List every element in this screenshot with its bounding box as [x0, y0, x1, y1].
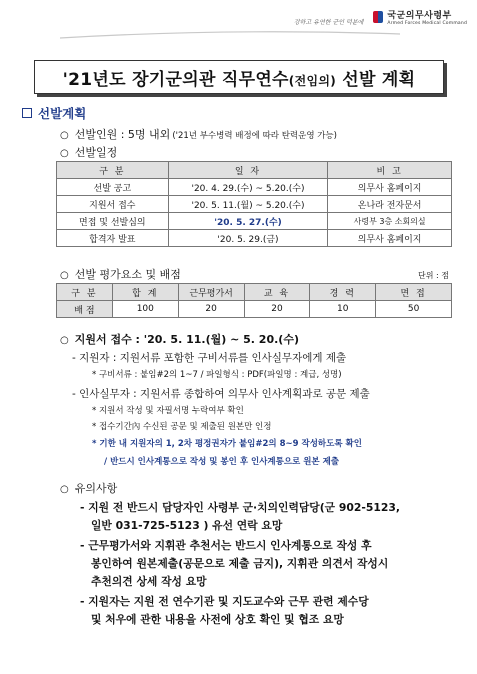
org-logo — [294, 8, 467, 26]
logo-slogan: 강하고 유연한 군인 덕분에 — [293, 18, 364, 26]
evaluation-heading: ○ 선발 평가요소 및 배점 — [60, 268, 181, 281]
section-header — [22, 104, 86, 122]
schedule-heading: ○ 선발일정 — [60, 146, 118, 159]
caution-line: - 지원 전 반드시 담당자인 사령부 군·치의인력담당(군 902-5123, — [80, 501, 401, 514]
cautions-heading: ○ 유의사항 — [60, 482, 118, 495]
applicant-line: - 지원자 : 지원서류 포함한 구비서류를 인사실무자에게 제출 — [72, 352, 347, 364]
table-row: 선발 공고 '20. 4. 29.(수) ~ 5.20.(수) 의무사 홈페이지 — [57, 179, 452, 196]
hr-note: * 지원서 작성 및 자필서명 누락여부 확인 — [92, 406, 244, 416]
hr-note: * 접수기간內 수신된 공문 및 제출된 원본만 인정 — [92, 422, 272, 432]
circle-bullet-icon: ○ — [60, 270, 69, 281]
org-name-en: Armed Forces Medical Command — [387, 21, 467, 26]
table-header-row: 구 분 일 자 비 고 — [57, 162, 452, 179]
unit-label: 단위 : 점 — [418, 271, 449, 280]
applicant-note: * 구비서류 : 붙임#2의 1~7 / 파일형식 : PDF(파일명 : 계급, 성명) — [92, 370, 342, 380]
circle-bullet-icon: ○ — [60, 130, 69, 141]
page-title: '21년도 장기군의관 직무연수(전임의) 선발 계획 — [62, 69, 416, 90]
table-row: 배 점 100 20 20 10 50 — [57, 301, 452, 318]
application-heading: ○ 지원서 접수 : '20. 5. 11.(월) ~ 5. 20.(수) — [60, 333, 299, 346]
table-row: 지원서 접수 '20. 5. 11.(월) ~ 5.20.(수) 온나라 전자문서 — [57, 196, 452, 213]
section-title: 선발계획 — [38, 106, 87, 121]
page-header — [0, 0, 477, 52]
circle-bullet-icon: ○ — [60, 484, 69, 495]
caution-line: 일반 031-725-5123 ) 유선 연락 요망 — [91, 519, 283, 532]
recruit-count: ○ 선발인원 : 5명 내외 ('21년 부수병력 배정에 따라 탄력운영 가능) — [60, 128, 337, 141]
caution-line: 및 처우에 관한 내용을 사전에 상호 확인 및 협조 요망 — [91, 613, 344, 626]
table-row: 면접 및 선발심의 '20. 5. 27.(수) 사령부 3층 소회의실 — [57, 213, 452, 230]
emblem-icon — [373, 11, 383, 23]
evaluation-table — [56, 283, 452, 318]
title-box — [34, 60, 444, 94]
org-name-kr: 국군의무사령부 — [387, 11, 452, 21]
hr-note-highlight: * 기한 내 지원자의 1, 2차 평정권자가 붙임#2의 8~9 작성하도록 확인 — [92, 439, 362, 449]
caution-line: - 근무평가서와 지휘관 추천서는 반드시 인사계통으로 작성 후 — [80, 539, 372, 552]
caution-line: 추천의견 상세 작성 요망 — [91, 575, 207, 588]
circle-bullet-icon: ○ — [60, 335, 69, 346]
caution-line: - 지원자는 지원 전 연수기관 및 지도교수와 근무 관련 제수당 — [80, 595, 369, 608]
hr-note-highlight: / 반드시 인사계통으로 작성 및 봉인 후 인사계통으로 원본 제출 — [104, 457, 340, 467]
header-swoosh-icon — [60, 30, 400, 40]
hr-line: - 인사실무자 : 지원서류 종합하여 의무사 인사계획과로 공문 제출 — [72, 388, 370, 400]
table-header-row: 구 분 합 계 근무평가서 교 육 경 력 면 접 — [57, 284, 452, 301]
square-bullet-icon — [22, 108, 32, 118]
circle-bullet-icon: ○ — [60, 148, 69, 159]
table-row: 합격자 발표 '20. 5. 29.(금) 의무사 홈페이지 — [57, 230, 452, 247]
caution-line: 봉인하여 원본제출(공문으로 제출 금지), 지휘관 의견서 작성시 — [91, 557, 389, 570]
schedule-table — [56, 161, 452, 247]
